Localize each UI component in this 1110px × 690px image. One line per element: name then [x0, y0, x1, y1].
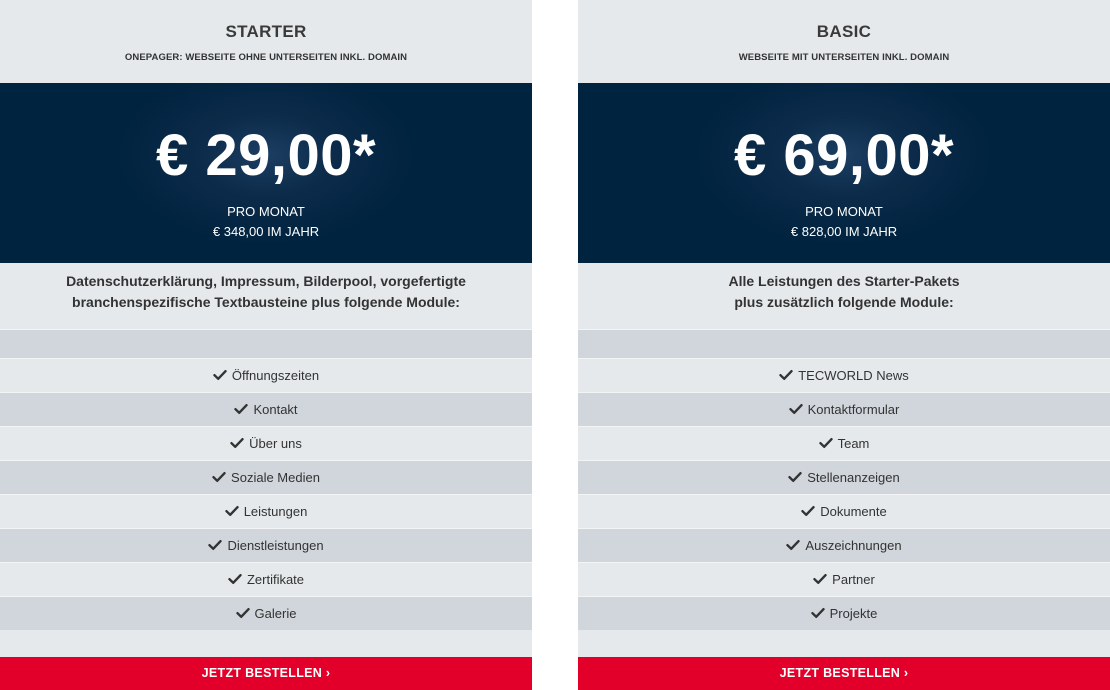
feature-label: Öffnungszeiten — [231, 368, 320, 383]
check-icon — [234, 402, 248, 416]
check-icon — [230, 436, 244, 450]
pricing-card-starter — [0, 0, 532, 690]
pricing-card-basic — [578, 0, 1110, 690]
feature-item — [578, 494, 1110, 528]
feature-list — [578, 329, 1110, 630]
feature-label: TECWORLD News — [798, 368, 909, 383]
check-icon — [801, 504, 815, 518]
feature-label: Dokumente — [820, 504, 887, 519]
check-icon — [225, 504, 239, 518]
check-icon — [789, 402, 803, 416]
plan-description — [578, 263, 1110, 329]
card-spacer — [578, 630, 1110, 657]
feature-item — [0, 460, 532, 494]
feature-label: Partner — [832, 572, 875, 587]
card-spacer — [0, 630, 532, 657]
price-period: PRO MONAT — [805, 204, 883, 219]
feature-item — [0, 528, 532, 562]
check-icon — [208, 538, 222, 552]
feature-label: Soziale Medien — [231, 470, 320, 485]
price-period: PRO MONAT — [227, 204, 305, 219]
plan-description — [0, 263, 532, 329]
feature-label: Stellenanzeigen — [807, 470, 900, 485]
check-icon — [788, 470, 802, 484]
feature-item — [578, 528, 1110, 562]
feature-list-spacer — [578, 329, 1110, 358]
plan-subtitle: ONEPAGER: WEBSEITE OHNE UNTERSEITEN INKL. DOMAIN — [124, 52, 408, 63]
yearly-price: € 348,00 IM JAHR — [212, 224, 320, 239]
feature-label: Zertifikate — [246, 572, 305, 587]
check-icon — [228, 572, 242, 586]
order-button[interactable]: JETZT BESTELLEN › — [0, 657, 532, 690]
feature-label: Auszeichnungen — [805, 538, 902, 553]
check-icon — [786, 538, 800, 552]
description-line: Alle Leistungen des Starter-Pakets — [728, 273, 960, 289]
feature-item — [0, 562, 532, 596]
feature-list — [0, 329, 532, 630]
feature-item — [578, 562, 1110, 596]
check-icon — [213, 368, 227, 382]
feature-item — [0, 596, 532, 630]
check-icon — [819, 436, 833, 450]
feature-item — [0, 358, 532, 392]
description-line: plus zusätzlich folgende Module: — [734, 294, 954, 310]
feature-label: Kontakt — [253, 402, 298, 417]
price-box — [578, 83, 1110, 263]
check-icon — [811, 606, 825, 620]
feature-label: Projekte — [829, 606, 878, 621]
check-icon — [813, 572, 827, 586]
feature-item — [0, 494, 532, 528]
feature-label: Dienstleistungen — [227, 538, 324, 553]
check-icon — [212, 470, 226, 484]
description-line: Datenschutzerklärung, Impressum, Bilderpool, vorgefertigte — [66, 273, 466, 289]
feature-label: Leistungen — [243, 504, 308, 519]
feature-item — [0, 392, 532, 426]
check-icon — [236, 606, 250, 620]
feature-item — [578, 392, 1110, 426]
card-header — [578, 0, 1110, 83]
feature-label: Team — [837, 436, 870, 451]
order-button[interactable]: JETZT BESTELLEN › — [578, 657, 1110, 690]
plan-title: BASIC — [816, 22, 872, 41]
feature-item — [578, 596, 1110, 630]
description-line: branchenspezifische Textbausteine plus folgende Module: — [72, 294, 460, 310]
feature-list-spacer — [0, 329, 532, 358]
feature-item — [578, 358, 1110, 392]
plan-price: € 29,00* — [155, 123, 377, 188]
feature-label: Galerie — [254, 606, 297, 621]
card-header — [0, 0, 532, 83]
feature-item — [578, 426, 1110, 460]
price-box — [0, 83, 532, 263]
feature-item — [0, 426, 532, 460]
check-icon — [779, 368, 793, 382]
feature-label: Kontaktformular — [807, 402, 900, 417]
feature-label: Über uns — [249, 436, 302, 451]
plan-price: € 69,00* — [733, 123, 955, 188]
plan-title: STARTER — [225, 22, 307, 41]
yearly-price: € 828,00 IM JAHR — [790, 224, 898, 239]
plan-subtitle: WEBSEITE MIT UNTERSEITEN INKL. DOMAIN — [738, 52, 950, 63]
feature-item — [578, 460, 1110, 494]
